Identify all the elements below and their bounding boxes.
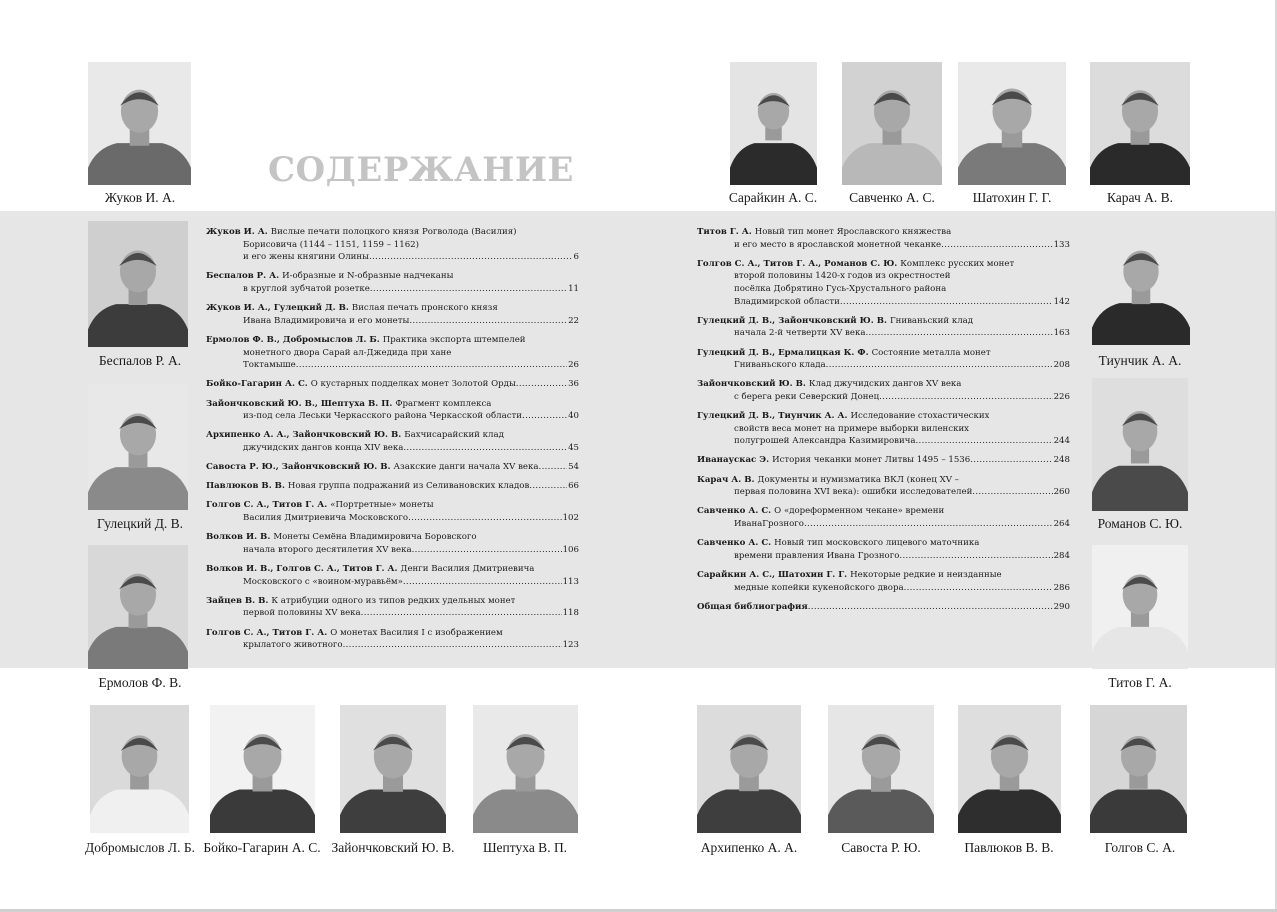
toc-leader-dots [904, 582, 1053, 595]
toc-leader-dots [529, 480, 567, 493]
toc-leader-dots [522, 410, 567, 423]
toc-title-line: О «дореформенном чекане» времени [774, 506, 945, 517]
toc-title-line: Общая библиография [697, 601, 808, 612]
toc-page-number: 284 [1053, 550, 1070, 561]
toc-leader-dots [343, 639, 562, 652]
toc-entry[interactable] [697, 258, 1070, 308]
toc-entry[interactable] [206, 270, 579, 295]
toc-author: Волков И. В. [206, 532, 274, 543]
toc-page-number: 163 [1053, 328, 1070, 339]
toc-title-line: второй половины 1420-х годов из окрестностей [734, 271, 951, 282]
toc-page-number: 54 [568, 462, 579, 473]
toc-author: Савоста Р. Ю., Зайончковский Ю. В. [206, 462, 394, 473]
portrait-caption-titov: Титов Г. А. [1108, 675, 1172, 690]
toc-title-line: Гнивaньского клада [734, 360, 826, 371]
portrait-caption-savchenko: Савченко А. С. [849, 190, 935, 205]
toc-leader-dots [403, 576, 562, 589]
toc-entry[interactable] [206, 378, 579, 391]
toc-title-line: посёлка Добрятино Гусь-Хрустального района [734, 283, 947, 294]
toc-entry[interactable] [206, 461, 579, 474]
toc-page-number: 113 [562, 576, 579, 587]
toc-entry[interactable] [206, 226, 579, 264]
toc-entry[interactable] [206, 531, 579, 556]
toc-title-line: О кустарных подделках монет Золотой Орды [310, 379, 516, 390]
toc-page-number: 36 [568, 379, 579, 390]
toc-author: Титов Г. А. [697, 227, 755, 237]
portrait-photo-savosta [828, 705, 934, 833]
toc-title-line: «Портретные» монеты [330, 500, 434, 511]
gray-band [0, 211, 1277, 668]
toc-author: Иванаускас Э. [697, 455, 773, 466]
toc-page-number: 106 [562, 544, 579, 555]
toc-entry[interactable] [206, 480, 579, 493]
toc-author: Голгов С. А., Титов Г. А. [206, 500, 331, 511]
toc-title-line: и его место в ярославской монетной чеканке [734, 239, 942, 250]
toc-leader-dots [516, 378, 567, 391]
toc-page-number: 40 [568, 411, 579, 422]
toc-author: Голгов С. А., Титов Г. А., Романов С. Ю. [697, 258, 901, 269]
toc-title-line: Ивана Владимировича и его монеты [243, 315, 410, 326]
toc-page-number: 226 [1053, 391, 1070, 402]
toc-title-line: первая половина XVI века): ошибки исследователей [734, 487, 973, 498]
toc-title-line: Новая группа подражаний из Селивановских кладов [287, 481, 530, 492]
toc-title-line: и его жены княгини Олины [243, 252, 369, 263]
portrait-photo-savchenko [842, 62, 942, 185]
portrait-photo-dobromyslov [90, 705, 189, 833]
toc-author: Гулецкий Д. В., Зайончковский Ю. В. [697, 315, 890, 326]
portrait-photo-guletsky [88, 384, 188, 510]
toc-page-number: 286 [1053, 582, 1070, 593]
portrait-caption-saraikin: Сарайкин А. С. [728, 190, 818, 205]
portrait-photo-tiunchik [1092, 222, 1190, 345]
toc-page-number: 11 [568, 283, 579, 294]
toc-title-line: крылатого животного [243, 640, 343, 651]
toc-entry[interactable] [206, 499, 579, 524]
toc-leader-dots [916, 435, 1053, 448]
toc-title-line: первой половины XV века [243, 608, 361, 619]
toc-entry[interactable] [206, 398, 579, 423]
toc-page-number: 248 [1053, 455, 1070, 466]
toc-author: Голгов С. А., Титов Г. А. [206, 627, 331, 638]
portrait-caption-arkhipenko: Архипенко А. А. [700, 840, 798, 855]
toc-leader-dots [899, 550, 1052, 563]
toc-title-line: Новый тип московского лицевого маточника [774, 538, 980, 549]
portrait-photo-saraikin [730, 62, 817, 185]
toc-author: Савченко А. С. [697, 538, 775, 549]
toc-author: Бойко-Гагарин А. С. [206, 379, 311, 390]
portrait-photo-pavlyukov [958, 705, 1061, 833]
toc-title-line: Вислая печать пронского князя [351, 303, 498, 314]
portrait-photo-bespalov [88, 221, 188, 347]
toc-title-line: полугрошей Александра Казимировича [734, 436, 916, 447]
toc-title-line: О монетах Василия I с изображением [330, 627, 503, 638]
portrait-photo-shatokhin [958, 62, 1066, 185]
toc-title-line: Бахчисарайский клад [404, 430, 504, 441]
toc-right-column [697, 226, 1070, 620]
toc-author: Архипенко А. А., Зайончковский Ю. В. [206, 430, 405, 441]
toc-title-line: с берега реки Северский Донец [734, 391, 880, 402]
toc-leader-dots [539, 461, 568, 474]
toc-title-line: Фрагмент комплекса [395, 398, 492, 409]
toc-page-number: 142 [1053, 296, 1070, 307]
toc-title-line: Вислые печати полоцкого князя Рогволода (Василия) [270, 227, 517, 237]
toc-title-line: История чеканки монет Литвы 1495 – 1536 [772, 455, 971, 466]
toc-title-line: Состояние металла монет [871, 347, 991, 358]
toc-entry[interactable] [697, 315, 1070, 340]
portrait-caption-pavlyukov: Павлюков В. В. [964, 840, 1054, 855]
toc-author: Зайончковский Ю. В. [697, 379, 809, 390]
toc-leader-dots [972, 486, 1052, 499]
toc-entry[interactable] [697, 537, 1070, 562]
toc-title-line: Комплекс русских монет [900, 258, 1015, 269]
toc-title-line: из-под села Леськи Черкасского района Черкасской области [243, 411, 523, 422]
toc-page-number: 123 [562, 640, 579, 651]
toc-author: Жуков И. А. [206, 227, 271, 237]
toc-entry[interactable] [206, 334, 579, 372]
portrait-caption-goglov: Голгов С. А. [1104, 840, 1176, 855]
toc-entry[interactable] [206, 563, 579, 588]
portrait-caption-dobromyslov: Добромыслов Л. Б. [85, 840, 195, 855]
toc-page-number: 66 [568, 481, 579, 492]
toc-title-line: Азакские данги начала XV века [393, 462, 539, 473]
toc-title-line: начала второго десятилетия XV века [243, 544, 412, 555]
toc-page-number: 26 [568, 360, 579, 371]
toc-author: Гулецкий Д. В., Ермалицкая К. Ф. [697, 347, 872, 358]
toc-entry[interactable] [697, 226, 1070, 251]
toc-title-line: ИванаГрозного [734, 519, 804, 530]
portrait-caption-tiunchik: Тиунчик А. А. [1098, 353, 1182, 368]
toc-leader-dots [840, 296, 1053, 309]
toc-entry[interactable] [697, 601, 1070, 614]
toc-page-number: 45 [568, 442, 579, 453]
toc-title-line: Новый тип монет Ярославского княжества [754, 227, 952, 237]
toc-entry[interactable] [206, 429, 579, 454]
portrait-caption-karach: Карач А. В. [1106, 190, 1174, 205]
toc-leader-dots [409, 315, 567, 328]
toc-entry[interactable] [697, 454, 1070, 467]
toc-leader-dots [403, 442, 567, 455]
toc-title-line: Практика экспорта штемпелей [382, 334, 526, 345]
portrait-caption-guletsky: Гулецкий Д. В. [96, 516, 184, 531]
toc-leader-dots [369, 251, 573, 264]
toc-title-line: К атрибуции одного из типов редких удельных монет [271, 595, 516, 606]
portrait-caption-boiko: Бойко-Гагарин А. С. [203, 840, 321, 855]
toc-leader-dots [804, 518, 1053, 531]
toc-leader-dots [941, 239, 1052, 252]
toc-title-line: И-образные и N-образные надчеканы [282, 271, 454, 282]
toc-author: Беспалов Р. А. [206, 271, 283, 282]
toc-title-line: в круглой зубчатой розетке [243, 283, 370, 294]
toc-page-number: 102 [562, 513, 579, 524]
portrait-caption-zhukov: Жуков И. А. [104, 190, 176, 205]
toc-page-number: 264 [1053, 519, 1070, 530]
toc-leader-dots [408, 512, 561, 525]
toc-page-number: 22 [568, 315, 579, 326]
toc-leader-dots [808, 601, 1053, 614]
toc-title-line: Исследование стохастических [850, 411, 990, 422]
toc-title-line: медные копейки кукенойского двора [734, 582, 904, 593]
toc-entry[interactable] [206, 627, 579, 652]
toc-author: Павлюков В. В. [206, 481, 288, 492]
toc-left-column [206, 226, 579, 658]
portrait-photo-boiko [210, 705, 315, 833]
toc-leader-dots [826, 359, 1053, 372]
portrait-caption-romanov: Романов С. Ю. [1097, 516, 1183, 531]
portrait-caption-shatokhin: Шатохин Г. Г. [972, 190, 1052, 205]
toc-entry[interactable] [697, 569, 1070, 594]
toc-title-line: джучидских дангов конца XIV века [243, 442, 404, 453]
toc-title-line: Монеты Семёна Владимировича Боровского [273, 532, 477, 543]
toc-page-number: 208 [1053, 360, 1070, 371]
toc-entry[interactable] [697, 347, 1070, 372]
portrait-photo-titov [1092, 545, 1188, 669]
toc-page-number: 260 [1053, 487, 1070, 498]
toc-leader-dots [370, 283, 567, 296]
portrait-photo-ermolov [88, 545, 188, 669]
toc-entry[interactable] [206, 302, 579, 327]
toc-page-number: 244 [1053, 436, 1070, 447]
toc-title-line: Гнивaньский клад [889, 315, 974, 326]
toc-page-number: 290 [1053, 601, 1070, 612]
toc-author: Гулецкий Д. В., Тиунчик А. А. [697, 411, 851, 422]
toc-page-number: 118 [562, 608, 579, 619]
portrait-caption-bespalov: Беспалов Р. А. [98, 353, 182, 368]
toc-title-line: Московского с «воином-муравьём» [243, 576, 403, 587]
toc-title-line: Клад джучидских дангов XV века [808, 379, 962, 390]
toc-entry[interactable] [697, 378, 1070, 403]
portrait-photo-goglov [1090, 705, 1187, 833]
portrait-caption-savosta: Савоста Р. Ю. [841, 840, 921, 855]
portrait-photo-arkhipenko [697, 705, 801, 833]
portrait-photo-karach [1090, 62, 1190, 185]
toc-title-line: свойств веса монет на примере выборки виленских [734, 423, 970, 434]
portrait-photo-romanov [1092, 378, 1188, 511]
toc-entry[interactable] [697, 474, 1070, 499]
toc-title-line: Василия Дмитриевича Московского [243, 513, 409, 524]
toc-author: Зайцев В. В. [206, 595, 272, 606]
portrait-photo-zhukov [88, 62, 191, 185]
toc-author: Зайончковский Ю. В., Шептуха В. П. [206, 398, 396, 409]
toc-author: Сарайкин А. С., Шатохин Г. Г. [697, 570, 851, 580]
toc-leader-dots [970, 454, 1052, 467]
toc-page-number: 133 [1053, 239, 1070, 250]
page-title: СОДЕРЖАНИЕ [268, 150, 574, 190]
toc-author: Савченко А. С. [697, 506, 775, 517]
portrait-caption-ermolov: Ермолов Ф. В. [98, 675, 182, 690]
toc-title-line: времени правления Ивана Грозного [734, 550, 900, 561]
toc-page-number: 6 [573, 252, 579, 263]
toc-entry[interactable] [206, 595, 579, 620]
toc-leader-dots [865, 327, 1052, 340]
toc-leader-dots [361, 607, 562, 620]
portrait-photo-sheptukha [473, 705, 578, 833]
toc-entry[interactable] [697, 505, 1070, 530]
portrait-caption-sheptukha: Шептуха В. П. [482, 840, 568, 855]
toc-title-line: Документы и нумизматика ВКЛ (конец XV – [757, 474, 959, 485]
toc-title-line: Борисовича (1144 – 1151, 1159 – 1162) [243, 239, 419, 250]
toc-author: Карач А. В. [697, 474, 758, 485]
toc-title-line: начала 2-й четверти XV века [734, 328, 866, 339]
toc-entry[interactable] [697, 410, 1070, 448]
toc-title-line: Денги Василия Дмитриевича [400, 564, 535, 574]
toc-author: Ермолов Ф. В., Добромыслов Л. Б. [206, 334, 383, 345]
portrait-photo-zaionchkovsky [340, 705, 446, 833]
toc-leader-dots [879, 391, 1052, 404]
toc-title-line: монетного двора Сарай ал-Джедида при хане [243, 347, 452, 358]
portrait-caption-zaionchkovsky: Зайончковский Ю. В. [331, 840, 455, 855]
toc-leader-dots [296, 359, 567, 372]
toc-title-line: Токтамыше [243, 360, 296, 371]
toc-title-line: Некоторые редкие и неизданные [850, 570, 1002, 580]
toc-leader-dots [412, 544, 562, 557]
toc-title-line: Владимирской области [734, 296, 840, 307]
toc-author: Жуков И. А., Гулецкий Д. В. [206, 303, 352, 314]
toc-author: Волков И. В., Голгов С. А., Титов Г. А. [206, 564, 401, 574]
